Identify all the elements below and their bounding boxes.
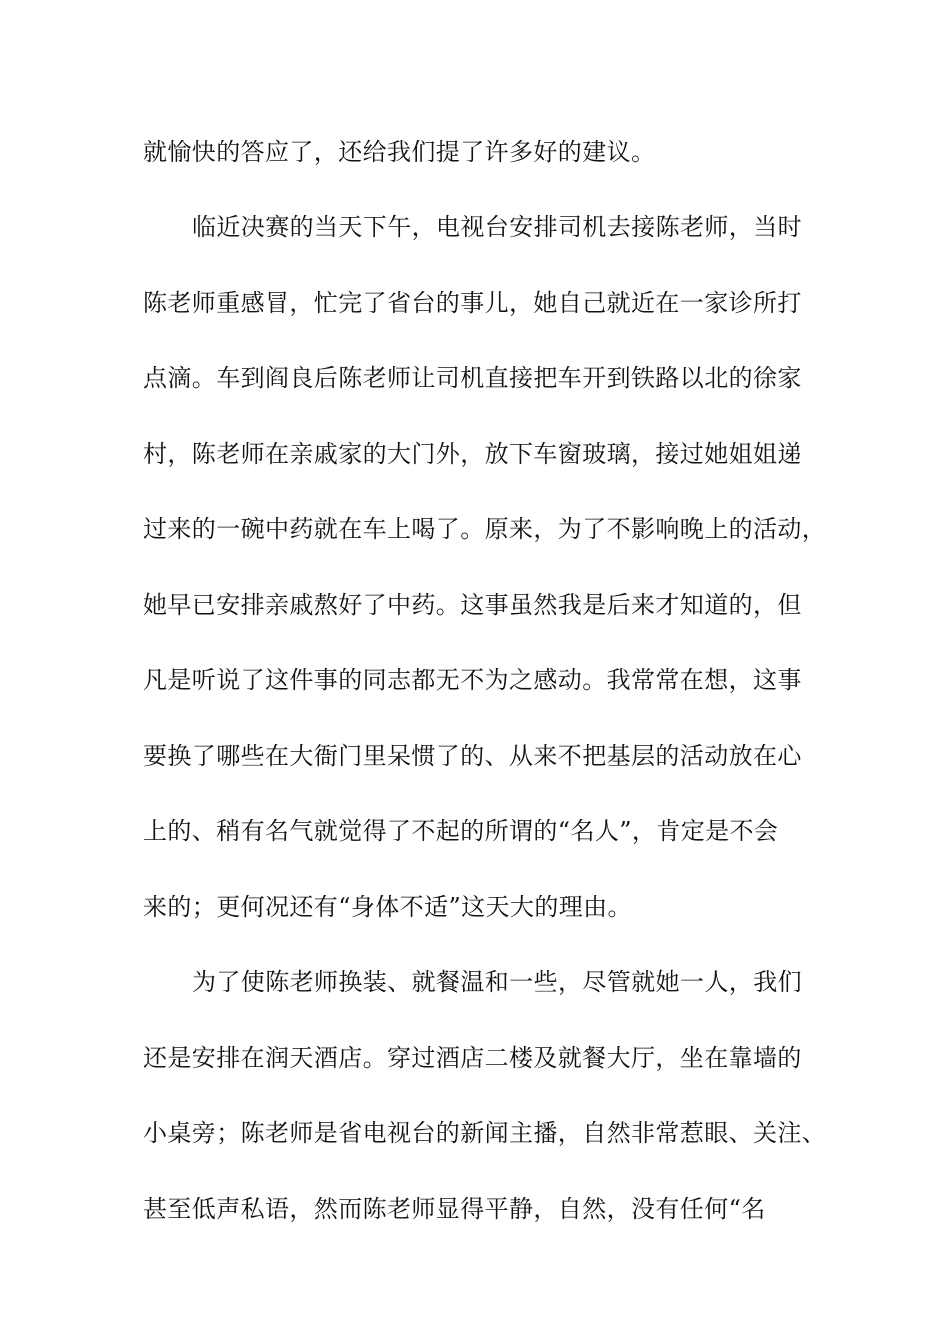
paragraph-line: 凡是听说了这件事的同志都无不为之感动。我常常在想，这事 [143, 666, 802, 694]
paragraph-line: 甚至低声私语，然而陈老师显得平静，自然，没有任何“名 [143, 1195, 766, 1223]
paragraph-line: 就愉快的答应了，还给我们提了许多好的建议。 [143, 138, 656, 166]
paragraph-line: 过来的一碗中药就在车上喝了。原来，为了不影响晚上的活动， [143, 515, 827, 543]
paragraph-line: 还是安排在润天酒店。穿过酒店二楼及就餐大厅，坐在靠墙的 [143, 1044, 802, 1072]
paragraph-line: 上的、稍有名气就觉得了不起的所谓的“名人”，肯定是不会 [143, 817, 779, 845]
paragraph-line: 为了使陈老师换装、就餐温和一些，尽管就她一人，我们 [192, 968, 802, 996]
paragraph-line: 要换了哪些在大衙门里呆惯了的、从来不把基层的活动放在心 [143, 742, 802, 770]
paragraph-line: 临近决赛的当天下午，电视台安排司机去接陈老师，当时 [192, 213, 802, 241]
paragraph-line: 点滴。车到阎良后陈老师让司机直接把车开到铁路以北的徐家 [143, 364, 802, 392]
paragraph-line: 小桌旁；陈老师是省电视台的新闻主播，自然非常惹眼、关注、 [143, 1119, 827, 1147]
paragraph-line: 陈老师重感冒，忙完了省台的事儿，她自己就近在一家诊所打 [143, 289, 802, 317]
paragraph-line: 她早已安排亲戚熬好了中药。这事虽然我是后来才知道的，但 [143, 591, 802, 619]
paragraph-line: 村，陈老师在亲戚家的大门外，放下车窗玻璃，接过她姐姐递 [143, 440, 802, 468]
paragraph-line: 来的；更何况还有“身体不适”这天大的理由。 [143, 893, 632, 921]
